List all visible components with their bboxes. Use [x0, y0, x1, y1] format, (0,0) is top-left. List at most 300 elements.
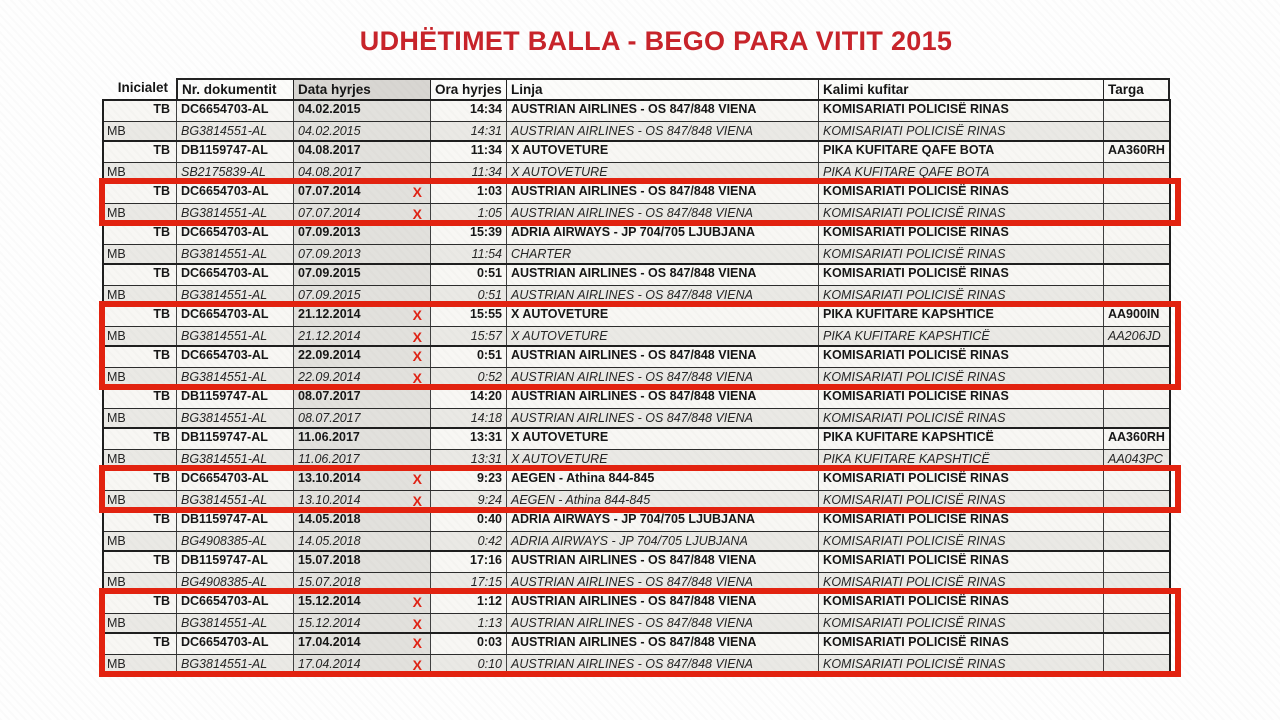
- cell-entry-time: 0:51: [430, 264, 506, 285]
- cell-entry-date: [293, 346, 430, 367]
- cell-plate: [1103, 655, 1170, 675]
- cell-initials: TB: [153, 225, 170, 239]
- cell-entry-time: 13:31: [430, 450, 506, 470]
- cell-initials: MB: [107, 246, 126, 261]
- cell-border-crossing: KOMISARIATI POLICISË RINAS: [818, 204, 1103, 224]
- entry-date-text: 21.12.2014: [298, 307, 361, 321]
- record-pair: [103, 141, 1170, 182]
- row-group: [103, 223, 1170, 264]
- cell-initials: TB: [153, 594, 170, 608]
- cell-line: X AUTOVETURE: [506, 428, 818, 449]
- cell-initials: TB: [153, 389, 170, 403]
- cell-line: X AUTOVETURE: [506, 305, 818, 326]
- cell-entry-date: [293, 655, 430, 675]
- cell-entry-date: [293, 491, 430, 511]
- cell-initials: MB: [107, 492, 126, 507]
- cell-doc-number: DB1159747-AL: [176, 141, 293, 162]
- cell-line: AUSTRIAN AIRLINES - OS 847/848 VIENA: [506, 122, 818, 142]
- cell-entry-time: 17:16: [430, 551, 506, 572]
- column-header-border-crossing: Kalimi kufitar: [818, 78, 1103, 100]
- cell-initials: MB: [107, 123, 126, 138]
- x-mark: X: [412, 328, 422, 345]
- cell-border-crossing: PIKA KUFITARE QAFE BOTA: [818, 163, 1103, 183]
- row-group: [103, 387, 1170, 428]
- cell-entry-date: [293, 223, 430, 244]
- cell-initials: MB: [107, 369, 126, 384]
- cell-border-crossing: KOMISARIATI POLICISË RINAS: [818, 573, 1103, 593]
- cell-plate: AA043PC: [1103, 450, 1170, 470]
- column-header-plate: Targa: [1103, 78, 1170, 100]
- entry-date-text: 07.09.2013: [298, 225, 361, 239]
- cell-plate: [1103, 409, 1170, 429]
- cell-border-crossing: KOMISARIATI POLICISË RINAS: [818, 633, 1103, 654]
- cell-plate: [1103, 122, 1170, 142]
- cell-border-crossing: PIKA KUFITARE KAPSHTICË: [818, 428, 1103, 449]
- highlight-group: [103, 182, 1170, 223]
- cell-line: X AUTOVETURE: [506, 450, 818, 470]
- entry-date-text: 07.09.2015: [298, 287, 361, 302]
- cell-initials: TB: [153, 184, 170, 198]
- cell-entry-date: [293, 163, 430, 183]
- x-mark: X: [412, 184, 422, 200]
- entry-date-text: 07.07.2014: [298, 184, 361, 198]
- cell-entry-date: [293, 368, 430, 388]
- cell-entry-time: 1:12: [430, 592, 506, 613]
- cell-entry-time: 9:24: [430, 491, 506, 511]
- cell-line: AUSTRIAN AIRLINES - OS 847/848 VIENA: [506, 551, 818, 572]
- x-mark: X: [412, 656, 422, 673]
- cell-border-crossing: KOMISARIATI POLICISË RINAS: [818, 469, 1103, 490]
- table-row-tb: [103, 182, 1170, 203]
- table-row-tb: [103, 551, 1170, 572]
- table-row-mb: [103, 285, 1170, 306]
- cell-entry-time: 0:51: [430, 286, 506, 306]
- cell-line: AEGEN - Athina 844-845: [506, 491, 818, 511]
- highlight-group: [103, 305, 1170, 387]
- cell-doc-number: BG3814551-AL: [176, 450, 293, 470]
- cell-entry-date: [293, 409, 430, 429]
- cell-doc-number: DC6654703-AL: [176, 469, 293, 490]
- table-row-tb: [103, 305, 1170, 326]
- entry-date-text: 13.10.2014: [298, 492, 361, 507]
- cell-doc-number: DB1159747-AL: [176, 551, 293, 572]
- table-row-mb: [103, 572, 1170, 593]
- column-header-line: Linja: [506, 78, 818, 100]
- table-row-tb: [103, 633, 1170, 654]
- table-row-mb: [103, 121, 1170, 142]
- cell-initials: MB: [107, 410, 126, 425]
- cell-entry-date: [293, 633, 430, 654]
- column-header-entry-date: Data hyrjes: [293, 78, 430, 100]
- table-body: [103, 100, 1170, 674]
- entry-date-text: 14.05.2018: [298, 533, 361, 548]
- cell-plate: [1103, 510, 1170, 531]
- cell-line: AUSTRIAN AIRLINES - OS 847/848 VIENA: [506, 368, 818, 388]
- cell-border-crossing: KOMISARIATI POLICISË RINAS: [818, 655, 1103, 675]
- cell-doc-number: DB1159747-AL: [176, 428, 293, 449]
- entry-date-text: 15.12.2014: [298, 594, 361, 608]
- cell-line: ADRIA AIRWAYS - JP 704/705 LJUBJANA: [506, 510, 818, 531]
- cell-line: AUSTRIAN AIRLINES - OS 847/848 VIENA: [506, 387, 818, 408]
- x-mark: X: [412, 594, 422, 610]
- row-group: [103, 551, 1170, 592]
- record-pair: [103, 305, 1170, 346]
- cell-initials: MB: [107, 205, 126, 220]
- cell-border-crossing: KOMISARIATI POLICISË RINAS: [818, 614, 1103, 634]
- cell-initials: MB: [107, 656, 126, 671]
- cell-initials: TB: [153, 512, 170, 526]
- cell-doc-number: DC6654703-AL: [176, 182, 293, 203]
- cell-entry-time: 0:51: [430, 346, 506, 367]
- table-row-tb: [103, 428, 1170, 449]
- entry-date-text: 13.10.2014: [298, 471, 361, 485]
- column-header-inicialet: Inicialet: [117, 80, 168, 95]
- cell-entry-date: [293, 204, 430, 224]
- cell-initials: MB: [107, 451, 126, 466]
- cell-entry-time: 0:52: [430, 368, 506, 388]
- cell-plate: [1103, 633, 1170, 654]
- cell-plate: [1103, 532, 1170, 552]
- cell-entry-date: [293, 551, 430, 572]
- cell-border-crossing: KOMISARIATI POLICISË RINAS: [818, 346, 1103, 367]
- cell-doc-number: BG4908385-AL: [176, 532, 293, 552]
- cell-initials: TB: [153, 266, 170, 280]
- cell-entry-date: [293, 469, 430, 490]
- table-row-mb: [103, 613, 1170, 634]
- cell-plate: [1103, 592, 1170, 613]
- cell-doc-number: BG3814551-AL: [176, 286, 293, 306]
- entry-date-text: 17.04.2014: [298, 656, 361, 671]
- cell-entry-date: [293, 428, 430, 449]
- cell-entry-time: 0:40: [430, 510, 506, 531]
- cell-line: AUSTRIAN AIRLINES - OS 847/848 VIENA: [506, 614, 818, 634]
- cell-plate: [1103, 551, 1170, 572]
- entry-date-text: 08.07.2017: [298, 410, 361, 425]
- table-row-tb: [103, 510, 1170, 531]
- entry-date-text: 15.12.2014: [298, 615, 361, 630]
- cell-line: AUSTRIAN AIRLINES - OS 847/848 VIENA: [506, 100, 818, 121]
- cell-plate: [1103, 387, 1170, 408]
- entry-date-text: 04.02.2015: [298, 123, 361, 138]
- cell-entry-time: 14:34: [430, 100, 506, 121]
- cell-border-crossing: KOMISARIATI POLICISË RINAS: [818, 368, 1103, 388]
- table-row-mb: [103, 449, 1170, 470]
- cell-entry-time: 11:34: [430, 141, 506, 162]
- cell-doc-number: DC6654703-AL: [176, 346, 293, 367]
- row-group: [103, 100, 1170, 141]
- cell-entry-time: 15:57: [430, 327, 506, 347]
- cell-plate: [1103, 223, 1170, 244]
- row-group: [103, 264, 1170, 305]
- cell-plate: AA360RH: [1103, 428, 1170, 449]
- cell-entry-time: 0:10: [430, 655, 506, 675]
- record-pair: [103, 633, 1170, 674]
- cell-plate: [1103, 346, 1170, 367]
- cell-line: AUSTRIAN AIRLINES - OS 847/848 VIENA: [506, 655, 818, 675]
- table-row-tb: [103, 223, 1170, 244]
- cell-entry-time: 0:42: [430, 532, 506, 552]
- cell-entry-date: [293, 100, 430, 121]
- cell-border-crossing: KOMISARIATI POLICISË RINAS: [818, 245, 1103, 265]
- entry-date-text: 17.04.2014: [298, 635, 361, 649]
- record-pair: [103, 592, 1170, 633]
- cell-border-crossing: KOMISARIATI POLICISË RINAS: [818, 491, 1103, 511]
- cell-entry-date: [293, 573, 430, 593]
- cell-plate: AA206JD: [1103, 327, 1170, 347]
- cell-doc-number: DC6654703-AL: [176, 633, 293, 654]
- cell-plate: [1103, 264, 1170, 285]
- cell-doc-number: BG3814551-AL: [176, 122, 293, 142]
- cell-border-crossing: KOMISARIATI POLICISË RINAS: [818, 223, 1103, 244]
- entry-date-text: 07.09.2013: [298, 246, 361, 261]
- cell-doc-number: DB1159747-AL: [176, 510, 293, 531]
- cell-line: AUSTRIAN AIRLINES - OS 847/848 VIENA: [506, 286, 818, 306]
- cell-entry-time: 14:20: [430, 387, 506, 408]
- entry-date-text: 04.08.2017: [298, 143, 361, 157]
- cell-initials: MB: [107, 164, 126, 179]
- row-group: [103, 141, 1170, 182]
- x-mark: X: [412, 348, 422, 364]
- table-row-mb: [103, 490, 1170, 511]
- cell-line: CHARTER: [506, 245, 818, 265]
- cell-doc-number: DC6654703-AL: [176, 264, 293, 285]
- cell-entry-time: 13:31: [430, 428, 506, 449]
- cell-doc-number: BG3814551-AL: [176, 368, 293, 388]
- travel-records-table: [103, 78, 1170, 674]
- cell-doc-number: BG3814551-AL: [176, 491, 293, 511]
- cell-initials: MB: [107, 328, 126, 343]
- cell-doc-number: BG3814551-AL: [176, 409, 293, 429]
- cell-border-crossing: KOMISARIATI POLICISË RINAS: [818, 100, 1103, 121]
- entry-date-text: 08.07.2017: [298, 389, 361, 403]
- entry-date-text: 11.06.2017: [298, 430, 360, 444]
- cell-entry-date: [293, 182, 430, 203]
- cell-doc-number: DC6654703-AL: [176, 100, 293, 121]
- cell-entry-time: 14:31: [430, 122, 506, 142]
- cell-line: X AUTOVETURE: [506, 327, 818, 347]
- record-pair: [103, 510, 1170, 551]
- cell-border-crossing: KOMISARIATI POLICISË RINAS: [818, 510, 1103, 531]
- record-pair: [103, 469, 1170, 510]
- cell-entry-date: [293, 532, 430, 552]
- row-group: [103, 428, 1170, 469]
- entry-date-text: 15.07.2018: [298, 574, 361, 589]
- entry-date-text: 07.07.2014: [298, 205, 361, 220]
- cell-initials: TB: [153, 635, 170, 649]
- cell-entry-time: 14:18: [430, 409, 506, 429]
- entry-date-text: 21.12.2014: [298, 328, 361, 343]
- cell-entry-date: [293, 141, 430, 162]
- cell-border-crossing: KOMISARIATI POLICISË RINAS: [818, 286, 1103, 306]
- cell-line: AUSTRIAN AIRLINES - OS 847/848 VIENA: [506, 204, 818, 224]
- table-row-tb: [103, 346, 1170, 367]
- column-header-entry-time: Ora hyrjes: [430, 78, 506, 100]
- cell-plate: [1103, 245, 1170, 265]
- entry-date-text: 04.02.2015: [298, 102, 361, 116]
- cell-doc-number: BG3814551-AL: [176, 614, 293, 634]
- cell-doc-number: DC6654703-AL: [176, 223, 293, 244]
- table-row-mb: [103, 203, 1170, 224]
- cell-entry-date: [293, 245, 430, 265]
- highlight-group: [103, 469, 1170, 510]
- table-row-tb: [103, 264, 1170, 285]
- entry-date-text: 07.09.2015: [298, 266, 361, 280]
- table-header-row: [103, 78, 1170, 100]
- cell-border-crossing: KOMISARIATI POLICISË RINAS: [818, 387, 1103, 408]
- entry-date-text: 04.08.2017: [298, 164, 361, 179]
- cell-plate: AA900IN: [1103, 305, 1170, 326]
- cell-plate: [1103, 182, 1170, 203]
- cell-plate: AA360RH: [1103, 141, 1170, 162]
- cell-border-crossing: KOMISARIATI POLICISË RINAS: [818, 409, 1103, 429]
- x-mark: X: [412, 615, 422, 632]
- cell-line: AUSTRIAN AIRLINES - OS 847/848 VIENA: [506, 409, 818, 429]
- cell-entry-time: 1:03: [430, 182, 506, 203]
- table-row-tb: [103, 387, 1170, 408]
- cell-initials: TB: [153, 348, 170, 362]
- cell-doc-number: BG3814551-AL: [176, 655, 293, 675]
- cell-doc-number: DC6654703-AL: [176, 592, 293, 613]
- table-row-mb: [103, 408, 1170, 429]
- cell-entry-date: [293, 450, 430, 470]
- cell-plate: [1103, 163, 1170, 183]
- cell-border-crossing: KOMISARIATI POLICISË RINAS: [818, 182, 1103, 203]
- cell-doc-number: BG3814551-AL: [176, 245, 293, 265]
- cell-border-crossing: KOMISARIATI POLICISË RINAS: [818, 592, 1103, 613]
- cell-plate: [1103, 491, 1170, 511]
- cell-line: ADRIA AIRWAYS - JP 704/705 LJUBJANA: [506, 223, 818, 244]
- cell-entry-date: [293, 122, 430, 142]
- cell-plate: [1103, 100, 1170, 121]
- cell-entry-time: 15:39: [430, 223, 506, 244]
- cell-entry-time: 0:03: [430, 633, 506, 654]
- cell-plate: [1103, 573, 1170, 593]
- entry-date-text: 14.05.2018: [298, 512, 361, 526]
- cell-plate: [1103, 204, 1170, 224]
- column-header-doc-number: Nr. dokumentit: [176, 78, 293, 100]
- record-pair: [103, 264, 1170, 305]
- document-title: UDHËTIMET BALLA - BEGO PARA VITIT 2015: [359, 26, 953, 56]
- x-mark: X: [412, 471, 422, 487]
- cell-initials: TB: [153, 553, 170, 567]
- cell-border-crossing: PIKA KUFITARE QAFE BOTA: [818, 141, 1103, 162]
- cell-border-crossing: PIKA KUFITARE KAPSHTICË: [818, 450, 1103, 470]
- record-pair: [103, 346, 1170, 387]
- cell-doc-number: DB1159747-AL: [176, 387, 293, 408]
- cell-entry-time: 1:13: [430, 614, 506, 634]
- cell-entry-time: 1:05: [430, 204, 506, 224]
- table-row-mb: [103, 654, 1170, 675]
- table-row-tb: [103, 592, 1170, 613]
- cell-entry-date: [293, 387, 430, 408]
- table-row-mb: [103, 162, 1170, 183]
- table-row-mb: [103, 531, 1170, 552]
- cell-line: AEGEN - Athina 844-845: [506, 469, 818, 490]
- cell-initials: MB: [107, 533, 126, 548]
- table-row-mb: [103, 367, 1170, 388]
- cell-initials: TB: [153, 430, 170, 444]
- cell-initials: TB: [153, 307, 170, 321]
- cell-plate: [1103, 614, 1170, 634]
- cell-initials: TB: [153, 102, 170, 116]
- table-row-tb: [103, 100, 1170, 121]
- cell-border-crossing: KOMISARIATI POLICISË RINAS: [818, 532, 1103, 552]
- x-mark: X: [412, 205, 422, 222]
- x-mark: X: [412, 369, 422, 386]
- cell-line: AUSTRIAN AIRLINES - OS 847/848 VIENA: [506, 573, 818, 593]
- cell-initials: TB: [153, 471, 170, 485]
- x-mark: X: [412, 492, 422, 509]
- cell-line: ADRIA AIRWAYS - JP 704/705 LJUBJANA: [506, 532, 818, 552]
- cell-initials: MB: [107, 615, 126, 630]
- table-row-mb: [103, 326, 1170, 347]
- table-row-mb: [103, 244, 1170, 265]
- cell-line: X AUTOVETURE: [506, 141, 818, 162]
- cell-entry-date: [293, 286, 430, 306]
- record-pair: [103, 387, 1170, 428]
- cell-doc-number: SB2175839-AL: [176, 163, 293, 183]
- cell-line: X AUTOVETURE: [506, 163, 818, 183]
- cell-line: AUSTRIAN AIRLINES - OS 847/848 VIENA: [506, 346, 818, 367]
- cell-entry-date: [293, 305, 430, 326]
- cell-doc-number: DC6654703-AL: [176, 305, 293, 326]
- table-row-tb: [103, 469, 1170, 490]
- entry-date-text: 15.07.2018: [298, 553, 361, 567]
- entry-date-text: 22.09.2014: [298, 348, 361, 362]
- cell-line: AUSTRIAN AIRLINES - OS 847/848 VIENA: [506, 182, 818, 203]
- cell-entry-time: 11:34: [430, 163, 506, 183]
- cell-doc-number: BG4908385-AL: [176, 573, 293, 593]
- record-pair: [103, 551, 1170, 592]
- cell-line: AUSTRIAN AIRLINES - OS 847/848 VIENA: [506, 592, 818, 613]
- cell-border-crossing: PIKA KUFITARE KAPSHTICE: [818, 305, 1103, 326]
- cell-entry-time: 9:23: [430, 469, 506, 490]
- cell-initials: MB: [107, 287, 126, 302]
- cell-entry-time: 11:54: [430, 245, 506, 265]
- cell-border-crossing: KOMISARIATI POLICISË RINAS: [818, 264, 1103, 285]
- x-mark: X: [412, 307, 422, 323]
- record-pair: [103, 223, 1170, 264]
- record-pair: [103, 182, 1170, 223]
- highlight-group: [103, 592, 1170, 674]
- entry-date-text: 22.09.2014: [298, 369, 361, 384]
- cell-line: AUSTRIAN AIRLINES - OS 847/848 VIENA: [506, 633, 818, 654]
- cell-border-crossing: PIKA KUFITARE KAPSHTICË: [818, 327, 1103, 347]
- cell-initials: TB: [153, 143, 170, 157]
- cell-border-crossing: KOMISARIATI POLICISË RINAS: [818, 122, 1103, 142]
- cell-entry-date: [293, 592, 430, 613]
- cell-line: AUSTRIAN AIRLINES - OS 847/848 VIENA: [506, 264, 818, 285]
- cell-entry-date: [293, 510, 430, 531]
- record-pair: [103, 428, 1170, 469]
- cell-doc-number: BG3814551-AL: [176, 327, 293, 347]
- cell-plate: [1103, 286, 1170, 306]
- cell-border-crossing: KOMISARIATI POLICISË RINAS: [818, 551, 1103, 572]
- cell-plate: [1103, 368, 1170, 388]
- cell-entry-date: [293, 327, 430, 347]
- cell-initials: MB: [107, 574, 126, 589]
- x-mark: X: [412, 635, 422, 651]
- entry-date-text: 11.06.2017: [298, 451, 360, 466]
- cell-entry-time: 15:55: [430, 305, 506, 326]
- row-group: [103, 510, 1170, 551]
- cell-entry-date: [293, 614, 430, 634]
- record-pair: [103, 100, 1170, 141]
- cell-doc-number: BG3814551-AL: [176, 204, 293, 224]
- cell-entry-time: 17:15: [430, 573, 506, 593]
- table-row-tb: [103, 141, 1170, 162]
- cell-plate: [1103, 469, 1170, 490]
